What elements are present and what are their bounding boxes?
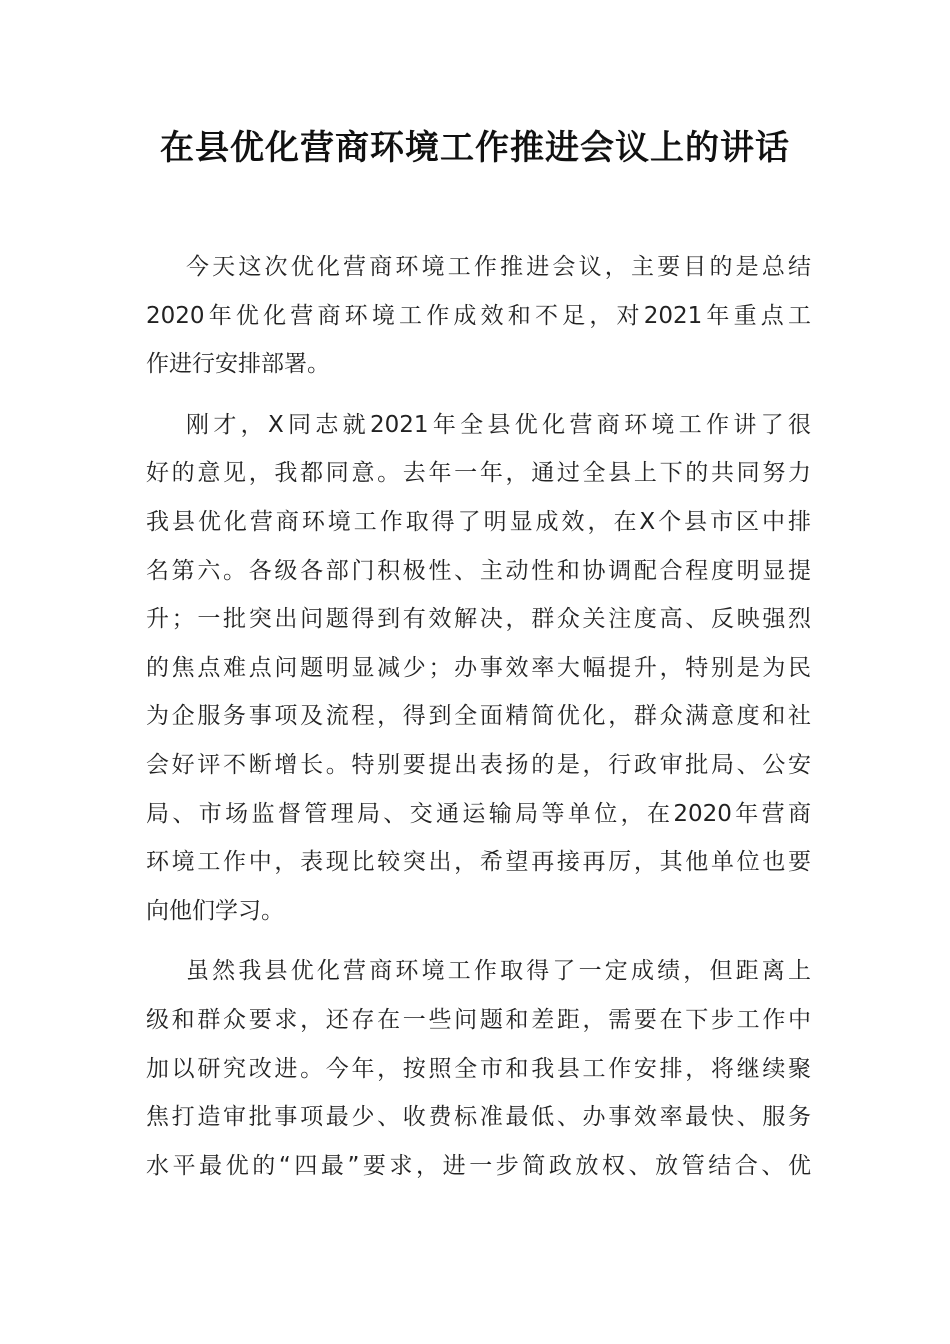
document-body	[146, 243, 811, 1202]
text-line: 向他们学习。	[146, 897, 284, 924]
text-line: 会好评不断增长。特别要提出表扬的是，行政审批局、公安	[146, 751, 811, 778]
paragraph-1	[146, 243, 811, 389]
text-line: 刚才，X同志就2021年全县优化营商环境工作讲了很	[186, 411, 811, 438]
text-line: 升；一批突出问题得到有效解决，群众关注度高、反映强烈	[146, 606, 811, 633]
text-line: 我县优化营商环境工作取得了明显成效，在X个县市区中排	[146, 508, 811, 535]
text-line: 加以研究改进。今年，按照全市和我县工作安排，将继续聚	[146, 1055, 811, 1082]
text-line: 的焦点难点问题明显减少；办事效率大幅提升，特别是为民	[146, 654, 811, 681]
text-line: 局、市场监督管理局、交通运输局等单位，在2020年营商	[146, 800, 811, 827]
text-line: 为企服务事项及流程，得到全面精简优化，群众满意度和社	[146, 703, 811, 730]
text-line: 好的意见，我都同意。去年一年，通过全县上下的共同努力	[146, 460, 811, 487]
text-line: 级和群众要求，还存在一些问题和差距，需要在下步工作中	[146, 1006, 811, 1033]
text-line: 虽然我县优化营商环境工作取得了一定成绩，但距离上	[186, 958, 811, 985]
text-line: 环境工作中，表现比较突出，希望再接再厉，其他单位也要	[146, 849, 811, 876]
text-line: 2020年优化营商环境工作成效和不足，对2021年重点工	[146, 302, 811, 329]
text-line: 名第六。各级各部门积极性、主动性和协调配合程度明显提	[146, 557, 811, 584]
paragraph-3	[146, 947, 811, 1190]
document-title: 在县优化营商环境工作推进会议上的讲话	[160, 128, 790, 168]
paragraph-2	[146, 401, 811, 936]
text-line: 焦打造审批事项最少、收费标准最低、办事效率最快、服务	[146, 1104, 811, 1131]
text-line: 作进行安排部署。	[146, 351, 330, 378]
text-line: 今天这次优化营商环境工作推进会议，主要目的是总结	[186, 254, 811, 280]
text-line: 水平最优的“四最”要求，进一步简政放权、放管结合、优	[146, 1152, 811, 1179]
